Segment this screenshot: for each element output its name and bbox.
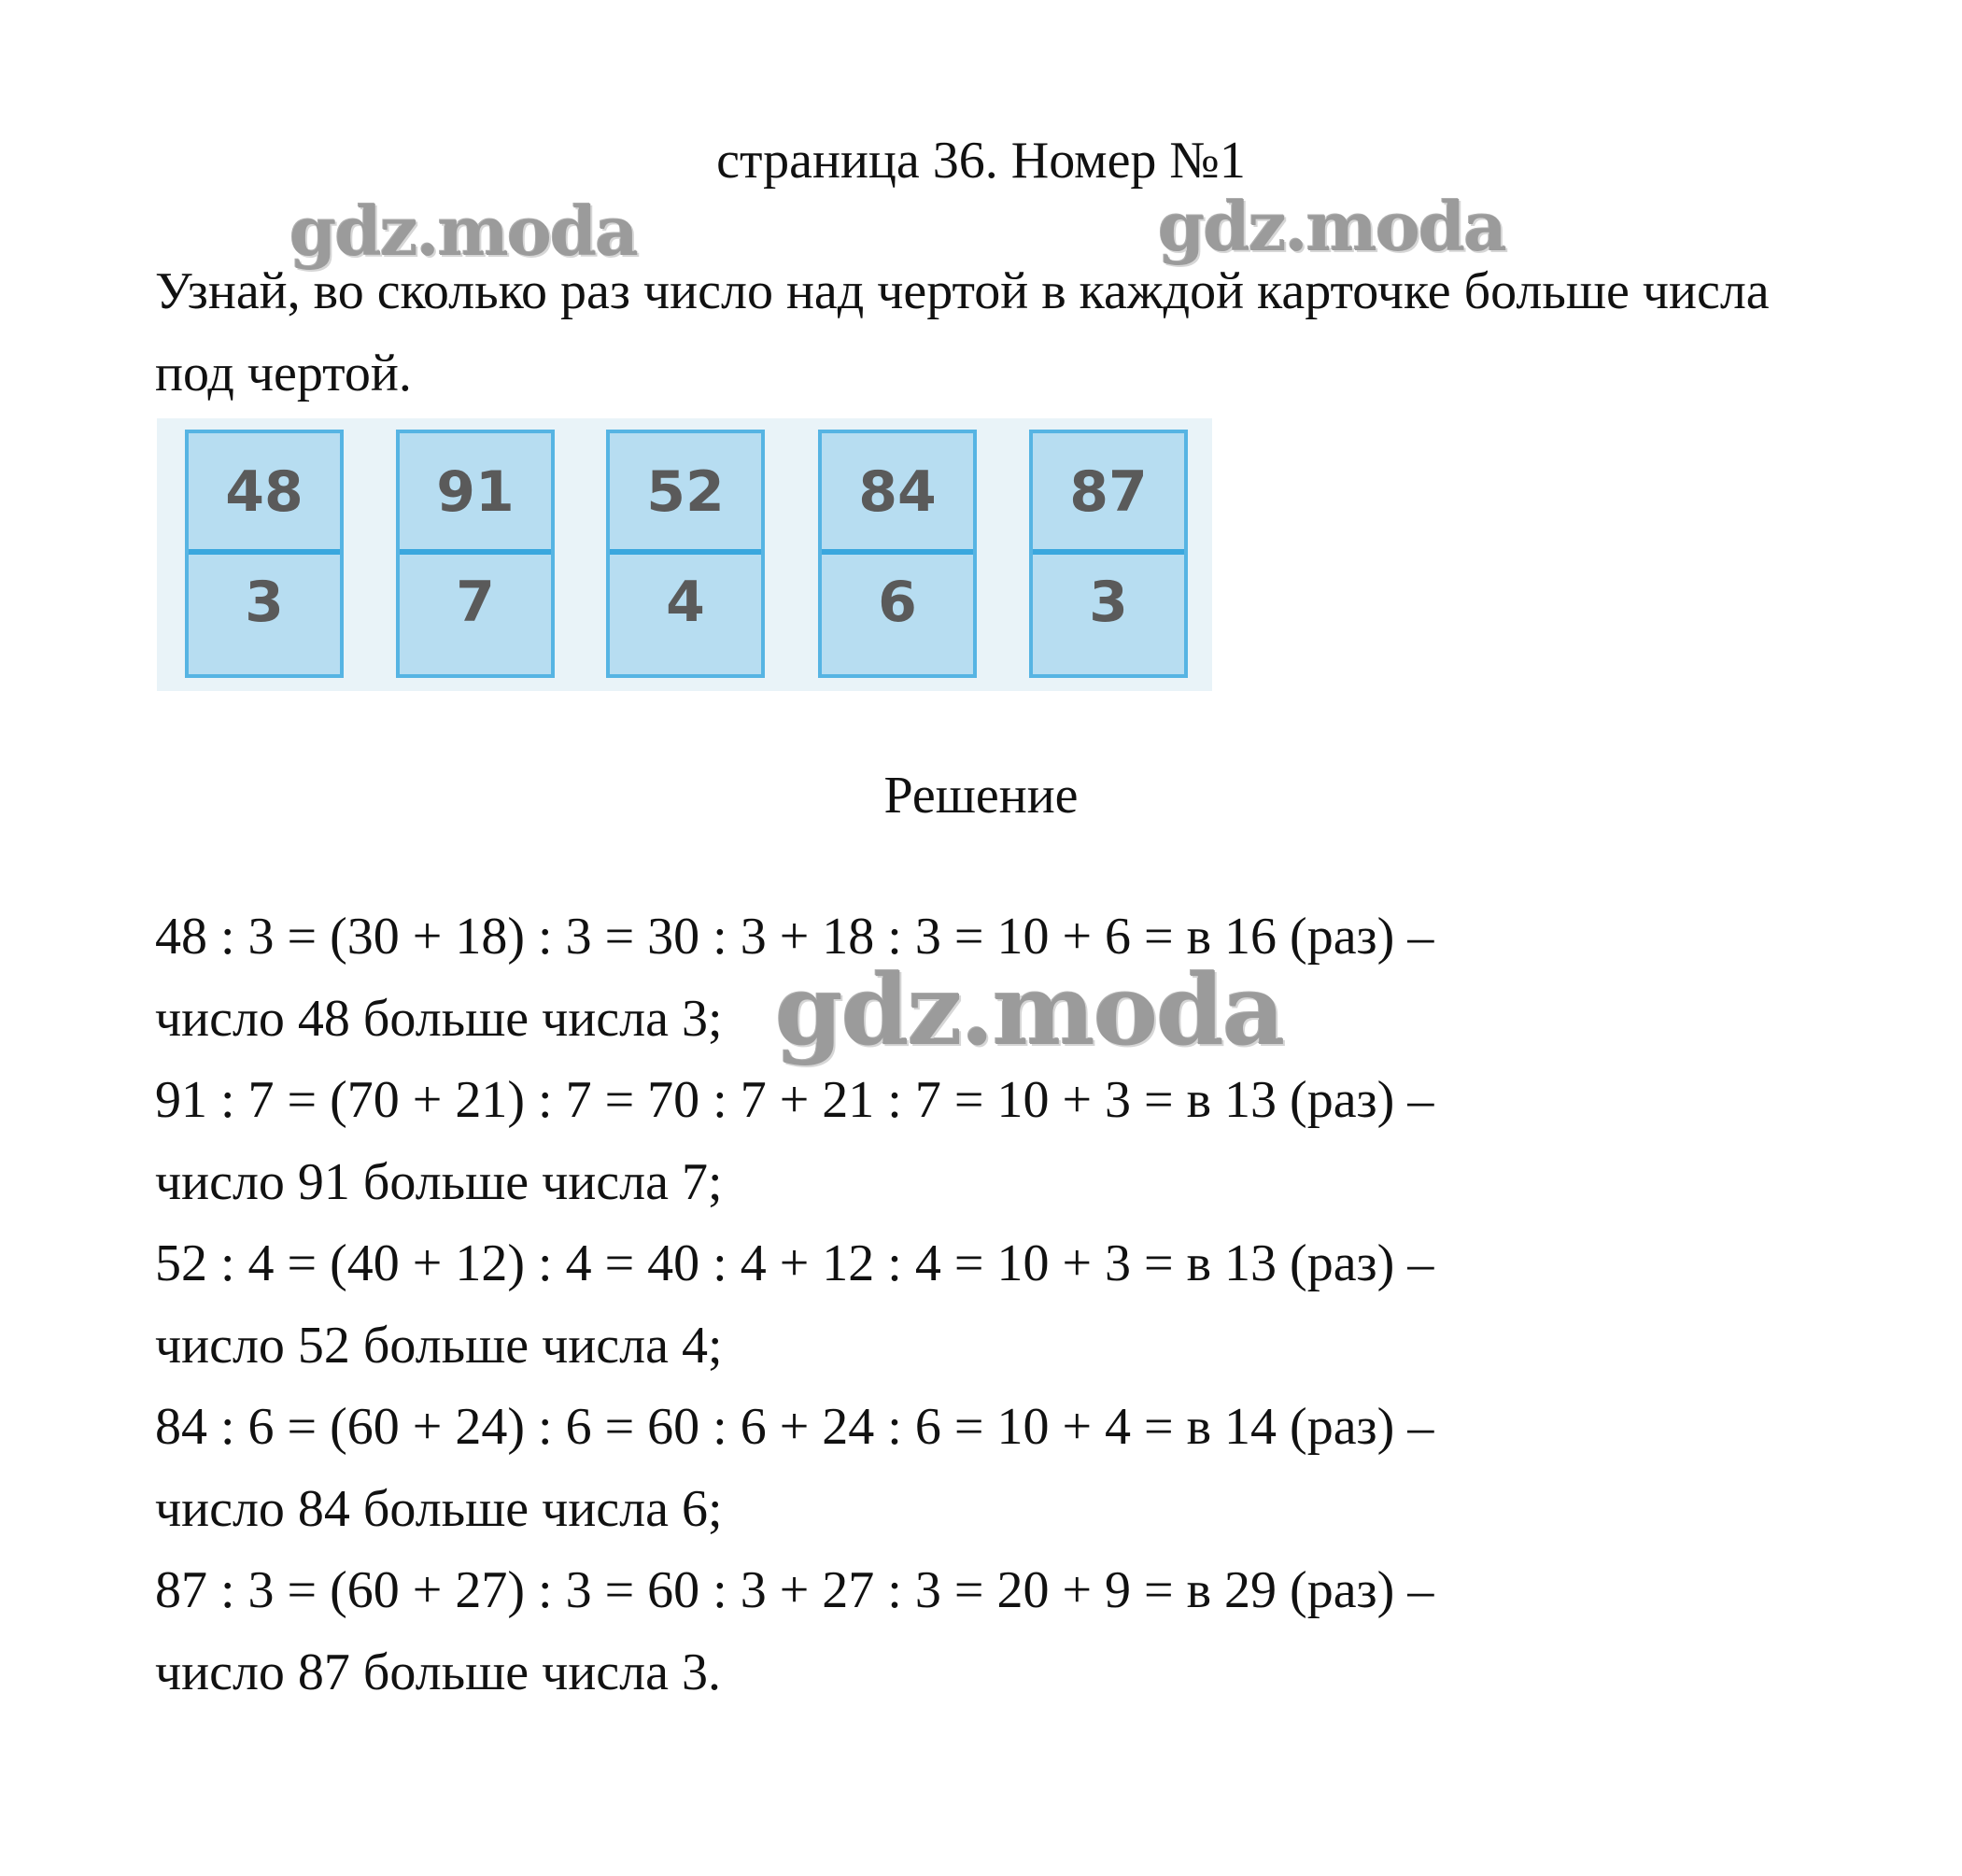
solution-line: 48 : 3 = (30 + 18) : 3 = 30 : 3 + 18 : 3 = 10 + 6 = в 16 (раз) – [155,908,1434,966]
card-bottom-number: 3 [245,570,284,635]
watermark: gdz.moda [289,191,637,271]
card-divider [1033,549,1184,555]
card-top-number: 87 [1069,459,1148,525]
card-top-number: 91 [436,459,515,525]
cards-strip [157,418,1212,691]
solution-heading: Решение [883,767,1079,825]
card-divider [610,549,761,555]
card-top-number: 52 [646,459,725,525]
card-divider [822,549,973,555]
solution-line: 87 : 3 = (60 + 27) : 3 = 60 : 3 + 27 : 3 = 20 + 9 = в 29 (раз) – [155,1561,1434,1619]
card-divider [400,549,551,555]
solution-line: число 84 больше числа 6; [155,1479,723,1538]
page-title: страница 36. Номер №1 [716,132,1246,190]
solution-line: число 87 больше числа 3. [155,1643,721,1701]
task-text: Узнай, во сколько раз число над чертой в каждой карточке больше числа под чертой. [155,262,1770,402]
watermark: gdz.moda [1158,187,1505,266]
number-card [1029,430,1188,678]
solution-line: 91 : 7 = (70 + 21) : 7 = 70 : 7 + 21 : 7 = 10 + 3 = в 13 (раз) – [155,1071,1434,1129]
solution-line: число 52 больше числа 4; [155,1316,723,1375]
card-bottom-number: 7 [456,570,495,635]
card-bottom-number: 3 [1089,570,1128,635]
card-top-number: 48 [225,459,303,525]
solution-line: число 91 больше числа 7; [155,1152,723,1211]
number-card [818,430,977,678]
card-divider [189,549,340,555]
card-top-number: 84 [858,459,937,525]
number-card [396,430,555,678]
solution-line: 84 : 6 = (60 + 24) : 6 = 60 : 6 + 24 : 6 = 10 + 4 = в 14 (раз) – [155,1398,1434,1456]
card-bottom-number: 6 [878,570,917,635]
solution-line: число 48 больше числа 3; [155,989,723,1048]
number-card [606,430,765,678]
watermark: gdz.moda [775,952,1284,1067]
solution-line: 52 : 4 = (40 + 12) : 4 = 40 : 4 + 12 : 4 = 10 + 3 = в 13 (раз) – [155,1234,1434,1292]
card-bottom-number: 4 [666,570,705,635]
number-card [185,430,344,678]
